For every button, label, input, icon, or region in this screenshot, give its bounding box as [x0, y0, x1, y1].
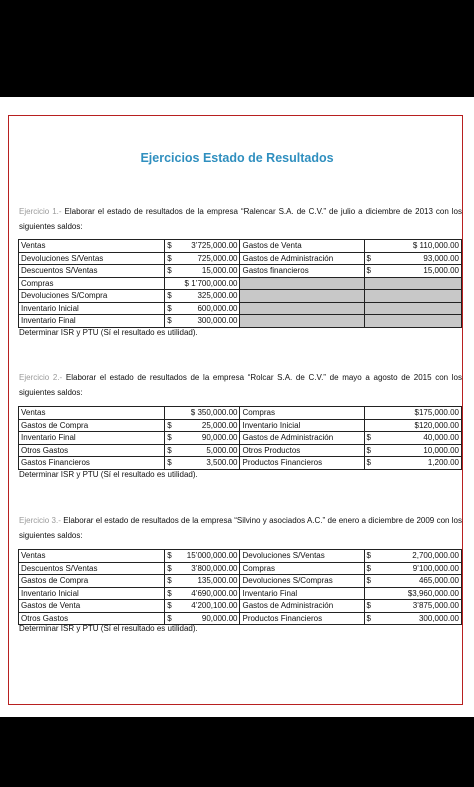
account-amount: [165, 587, 240, 600]
empty-shaded-cell: [240, 277, 364, 290]
account-amount: [165, 550, 240, 563]
account-name: Inventario Final: [19, 432, 165, 445]
amount-value: 40,000.00: [423, 433, 459, 443]
account-name: Otros Gastos: [19, 612, 165, 625]
table-row: [19, 444, 462, 457]
exercise-2-table: [18, 406, 462, 470]
account-amount: [165, 600, 240, 613]
table-row: [19, 277, 462, 290]
empty-shaded-cell: [364, 315, 461, 328]
currency-symbol: $: [366, 253, 371, 263]
account-name: Inventario Inicial: [19, 587, 165, 600]
exercise-3-label: Ejercicio 3.-: [19, 516, 61, 525]
exercise-2-note: Determinar ISR y PTU (Sí el resultado es utilidad).: [19, 470, 198, 479]
table-row: [19, 240, 462, 253]
table-row: [19, 252, 462, 265]
account-amount: [165, 612, 240, 625]
exercise-1-label: Ejercicio 1.-: [19, 207, 62, 216]
currency-symbol: $: [167, 563, 172, 573]
account-amount: [364, 265, 461, 278]
currency-symbol: $: [167, 303, 172, 313]
table-row: [19, 432, 462, 445]
table-row: [19, 407, 462, 420]
exercise-3-table: [18, 549, 462, 625]
currency-symbol: $: [167, 576, 172, 586]
account-name: Gastos de Administración: [240, 600, 364, 613]
account-name: Otros Productos: [240, 444, 364, 457]
account-name: Gastos de Venta: [19, 600, 165, 613]
currency-symbol: $: [366, 551, 371, 561]
currency-symbol: $: [167, 420, 172, 430]
account-amount: [165, 444, 240, 457]
account-name: Gastos de Administración: [240, 432, 364, 445]
account-name: Descuentos S/Ventas: [19, 562, 165, 575]
account-amount: [364, 575, 461, 588]
account-amount: [165, 432, 240, 445]
empty-shaded-cell: [364, 302, 461, 315]
account-name: Gastos de Venta: [240, 240, 364, 253]
account-amount: [165, 265, 240, 278]
exercise-2-label: Ejercicio 2.-: [19, 373, 63, 382]
amount-value: $ 1’700,000.00: [184, 278, 238, 288]
table-row: [19, 265, 462, 278]
account-name: Productos Financieros: [240, 457, 364, 470]
account-amount: [165, 302, 240, 315]
account-name: Inventario Final: [240, 587, 364, 600]
exercise-3-statement: [19, 513, 462, 543]
account-amount: [165, 562, 240, 575]
amount-value: 15’000,000.00: [186, 551, 238, 561]
account-amount: [364, 407, 461, 420]
currency-symbol: $: [167, 316, 172, 326]
account-amount: [364, 432, 461, 445]
account-amount: [165, 252, 240, 265]
exercise-3-note: Determinar ISR y PTU (Sí el resultado es utilidad).: [19, 624, 198, 633]
account-name: Devoluciones S/Ventas: [240, 550, 364, 563]
account-amount: [364, 444, 461, 457]
amount-value: 300,000.00: [197, 316, 238, 326]
amount-value: 15,000.00: [201, 266, 238, 276]
table-row: [19, 587, 462, 600]
account-amount: [364, 419, 461, 432]
account-amount: [364, 252, 461, 265]
amount-value: 3’725,000.00: [191, 241, 238, 251]
account-amount: [165, 407, 240, 420]
amount-value: $120,000.00: [414, 420, 459, 430]
account-amount: [165, 419, 240, 432]
empty-shaded-cell: [240, 302, 364, 315]
document-title: Ejercicios Estado de Resultados: [140, 151, 334, 165]
empty-shaded-cell: [364, 290, 461, 303]
amount-value: 325,000.00: [197, 291, 238, 301]
account-amount: [364, 587, 461, 600]
account-amount: [364, 550, 461, 563]
amount-value: 135,000.00: [197, 576, 238, 586]
amount-value: 90,000.00: [201, 433, 238, 443]
account-name: Gastos Financieros: [19, 457, 165, 470]
account-name: Gastos de Compra: [19, 575, 165, 588]
account-name: Ventas: [19, 407, 165, 420]
account-amount: [165, 240, 240, 253]
table-row: [19, 315, 462, 328]
currency-symbol: $: [167, 266, 172, 276]
account-name: Devoluciones S/Ventas: [19, 252, 165, 265]
account-amount: [165, 575, 240, 588]
exercise-1-note: Determinar ISR y PTU (Sí el resultado es utilidad).: [19, 328, 198, 337]
amount-value: 25,000.00: [201, 420, 238, 430]
currency-symbol: $: [366, 266, 371, 276]
account-amount: [165, 290, 240, 303]
exercise-1-intro: Elaborar el estado de resultados de la empresa “Ralencar S.A. de C.V.” de julio a diciembre de 2013 con los siguientes saldos:: [19, 207, 462, 231]
empty-shaded-cell: [364, 277, 461, 290]
account-amount: [364, 240, 461, 253]
amount-value: 15,000.00: [423, 266, 459, 276]
amount-value: 90,000.00: [201, 613, 238, 623]
account-amount: [364, 562, 461, 575]
currency-symbol: $: [366, 433, 371, 443]
amount-value: $ 350,000.00: [190, 408, 238, 418]
account-name: Devoluciones S/Compras: [240, 575, 364, 588]
account-name: Otros Gastos: [19, 444, 165, 457]
table-row: [19, 575, 462, 588]
currency-symbol: $: [366, 458, 371, 468]
currency-symbol: $: [167, 551, 172, 561]
account-name: Devoluciones S/Compra: [19, 290, 165, 303]
currency-symbol: $: [167, 291, 172, 301]
amount-value: 9’100,000.00: [412, 563, 459, 573]
account-amount: [364, 612, 461, 625]
amount-value: 465,000.00: [418, 576, 459, 586]
amount-value: $175,000.00: [414, 408, 459, 418]
currency-symbol: $: [366, 563, 371, 573]
currency-symbol: $: [167, 445, 172, 455]
account-name: Ventas: [19, 240, 165, 253]
account-name: Compras: [240, 562, 364, 575]
account-amount: [165, 315, 240, 328]
account-amount: [364, 600, 461, 613]
currency-symbol: $: [167, 241, 172, 251]
account-name: Productos Financieros: [240, 612, 364, 625]
amount-value: 3’875,000.00: [412, 601, 459, 611]
amount-value: 725,000.00: [197, 253, 238, 263]
currency-symbol: $: [167, 588, 172, 598]
amount-value: 10,000.00: [423, 445, 459, 455]
amount-value: 3,500.00: [206, 458, 238, 468]
currency-symbol: $: [167, 433, 172, 443]
currency-symbol: $: [366, 576, 371, 586]
empty-shaded-cell: [240, 290, 364, 303]
currency-symbol: $: [167, 458, 172, 468]
account-name: Compras: [240, 407, 364, 420]
account-name: Gastos de Administración: [240, 252, 364, 265]
amount-value: 93,000.00: [423, 253, 459, 263]
table-row: [19, 419, 462, 432]
amount-value: 3’800,000.00: [191, 563, 238, 573]
account-amount: [165, 457, 240, 470]
exercise-2-intro: Elaborar el estado de resultados de la empresa “Rolcar S.A. de C.V.” de mayo a agosto de 2015 con los siguientes saldos:: [19, 373, 463, 397]
account-name: Compras: [19, 277, 165, 290]
account-name: Inventario Final: [19, 315, 165, 328]
account-amount: [165, 277, 240, 290]
amount-value: 4’200,100.00: [191, 601, 238, 611]
table-row: [19, 562, 462, 575]
empty-shaded-cell: [240, 315, 364, 328]
table-row: [19, 457, 462, 470]
account-name: Inventario Inicial: [240, 419, 364, 432]
currency-symbol: $: [366, 445, 371, 455]
amount-value: 300,000.00: [418, 613, 459, 623]
currency-symbol: $: [167, 601, 172, 611]
amount-value: 600,000.00: [197, 303, 238, 313]
currency-symbol: $: [366, 601, 371, 611]
account-name: Ventas: [19, 550, 165, 563]
table-row: [19, 290, 462, 303]
exercise-1-table: [18, 239, 462, 328]
account-amount: [364, 457, 461, 470]
account-name: Gastos de Compra: [19, 419, 165, 432]
currency-symbol: $: [167, 253, 172, 263]
amount-value: 5,000.00: [206, 445, 238, 455]
currency-symbol: $: [366, 613, 371, 623]
exercise-2-statement: [19, 370, 462, 400]
currency-symbol: $: [167, 613, 172, 623]
table-row: [19, 612, 462, 625]
table-row: [19, 550, 462, 563]
exercise-1-statement: [19, 204, 462, 234]
exercise-3-intro: Elaborar el estado de resultados de la empresa “Silvino y asociados A.C.” de enero a diciembre de 2009 con los siguientes saldos:: [19, 516, 463, 540]
account-name: Descuentos S/Ventas: [19, 265, 165, 278]
amount-value: 2,700,000.00: [412, 551, 459, 561]
amount-value: 1,200.00: [427, 458, 459, 468]
table-row: [19, 302, 462, 315]
account-name: Inventario Inicial: [19, 302, 165, 315]
amount-value: 4’690,000.00: [191, 588, 238, 598]
amount-value: $ 110,000.00: [412, 241, 459, 251]
table-row: [19, 600, 462, 613]
account-name: Gastos financieros: [240, 265, 364, 278]
amount-value: $3,960,000.00: [407, 588, 459, 598]
